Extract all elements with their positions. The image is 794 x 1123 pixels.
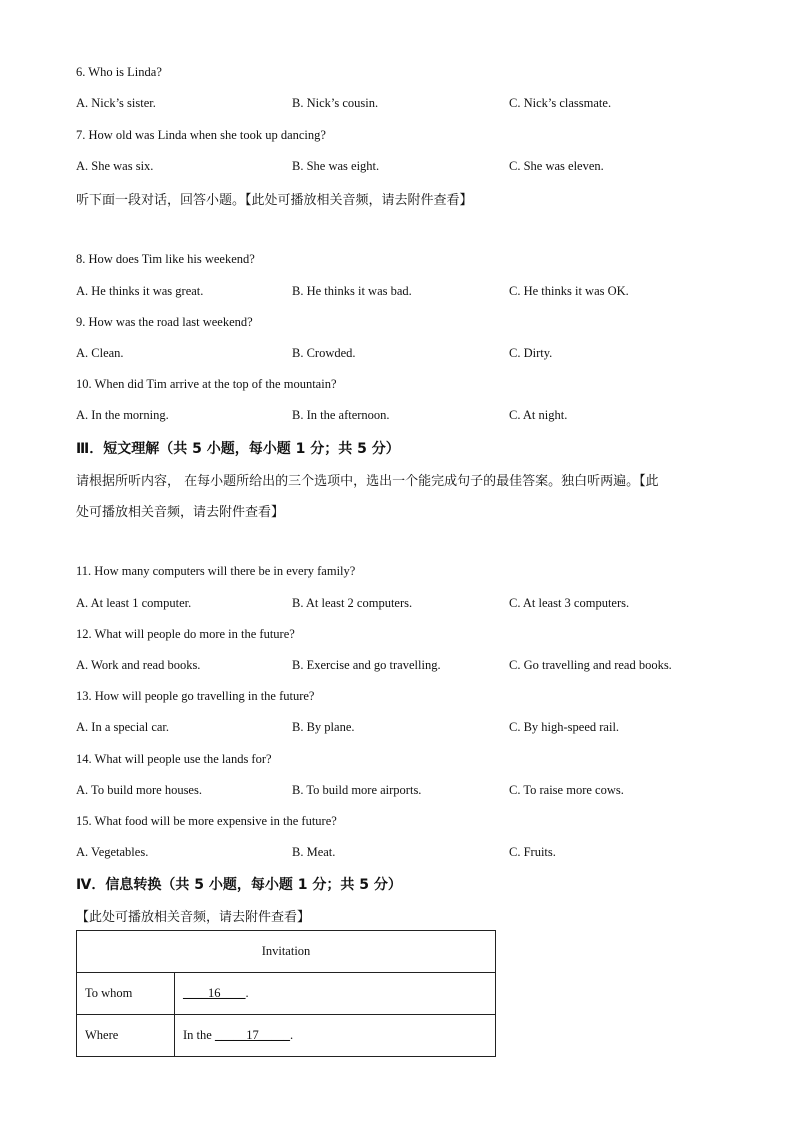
option-13a: A. In a special car. — [76, 720, 170, 734]
question-14: 14. What will people use the lands for? — [76, 752, 272, 766]
option-12c: C. Go travelling and read books. — [509, 658, 672, 672]
option-10c: C. At night. — [509, 408, 568, 422]
option-9b: B. Crowded. — [292, 346, 356, 360]
question-12: 12. What will people do more in the future? — [76, 627, 295, 641]
option-14a: A. To build more houses. — [76, 783, 202, 797]
question-10: 10. When did Tim arrive at the top of the mountain? — [76, 377, 337, 391]
option-8a: A. He thinks it was great. — [76, 284, 204, 298]
question-11: 11. How many computers will there be in every family? — [76, 564, 356, 578]
section-3-instruction-line1: 请根据所听内容， 在每小题所给出的三个选项中，选出一个能完成句子的最佳答案。独白听两遍。【此 — [76, 474, 659, 489]
option-12a: A. Work and read books. — [76, 658, 201, 672]
table-row — [77, 1015, 496, 1057]
option-15c: C. Fruits. — [509, 845, 556, 859]
section-4-listening-note: 【此处可播放相关音频，请去附件查看】 — [76, 910, 311, 925]
question-6: 6. Who is Linda? — [76, 65, 162, 79]
option-14b: B. To build more airports. — [292, 783, 422, 797]
option-6c: C. Nick’s classmate. — [509, 96, 612, 110]
section-3-instruction-line2: 处可播放相关音频，请去附件查看】 — [76, 505, 285, 520]
option-14c: C. To raise more cows. — [509, 783, 624, 797]
row-prefix: In the — [183, 1028, 215, 1042]
option-11c: C. At least 3 computers. — [509, 596, 630, 610]
row-label-to-whom: To whom — [77, 973, 175, 1015]
option-7c: C. She was eleven. — [509, 159, 604, 173]
table-row — [77, 931, 496, 973]
question-9: 9. How was the road last weekend? — [76, 315, 253, 329]
option-10a: A. In the morning. — [76, 408, 169, 422]
option-8c: C. He thinks it was OK. — [509, 284, 629, 298]
listening-instruction: 听下面一段对话，回答小题。【此处可播放相关音频，请去附件查看】 — [76, 193, 473, 208]
option-6b: B. Nick’s cousin. — [292, 96, 379, 110]
option-13c: C. By high-speed rail. — [509, 720, 620, 734]
option-15b: B. Meat. — [292, 845, 336, 859]
option-9c: C. Dirty. — [509, 346, 553, 360]
row-end-punct: . — [245, 986, 249, 1000]
question-15: 15. What food will be more expensive in the future? — [76, 814, 337, 828]
question-7: 7. How old was Linda when she took up dancing? — [76, 128, 326, 142]
table-row — [77, 973, 496, 1015]
question-13: 13. How will people go travelling in the future? — [76, 689, 315, 703]
option-6a: A. Nick’s sister. — [76, 96, 156, 110]
option-12b: B. Exercise and go travelling. — [292, 658, 441, 672]
section-3-title: Ⅲ．短文理解（共 5 小题，每小题 1 分；共 5 分） — [76, 441, 400, 457]
blank-17: _____17_____ — [214, 1028, 290, 1042]
option-11a: A. At least 1 computer. — [76, 596, 192, 610]
option-7a: A. She was six. — [76, 159, 154, 173]
option-9a: A. Clean. — [76, 346, 124, 360]
row-label-where: Where — [77, 1015, 175, 1057]
blank-16: ____16____ — [183, 986, 246, 1000]
row-end-punct: . — [289, 1028, 294, 1042]
option-7b: B. She was eight. — [292, 159, 380, 173]
row-value-where — [175, 1015, 496, 1057]
section-4-title: Ⅳ．信息转换（共 5 小题，每小题 1 分；共 5 分） — [76, 877, 402, 893]
option-15a: A. Vegetables. — [76, 845, 149, 859]
question-8: 8. How does Tim like his weekend? — [76, 252, 255, 266]
option-10b: B. In the afternoon. — [292, 408, 390, 422]
option-11b: B. At least 2 computers. — [292, 596, 413, 610]
option-8b: B. He thinks it was bad. — [292, 284, 412, 298]
option-13b: B. By plane. — [292, 720, 355, 734]
table-header: Invitation — [77, 931, 496, 973]
row-value-to-whom — [175, 973, 496, 1015]
invitation-table — [76, 930, 496, 1057]
